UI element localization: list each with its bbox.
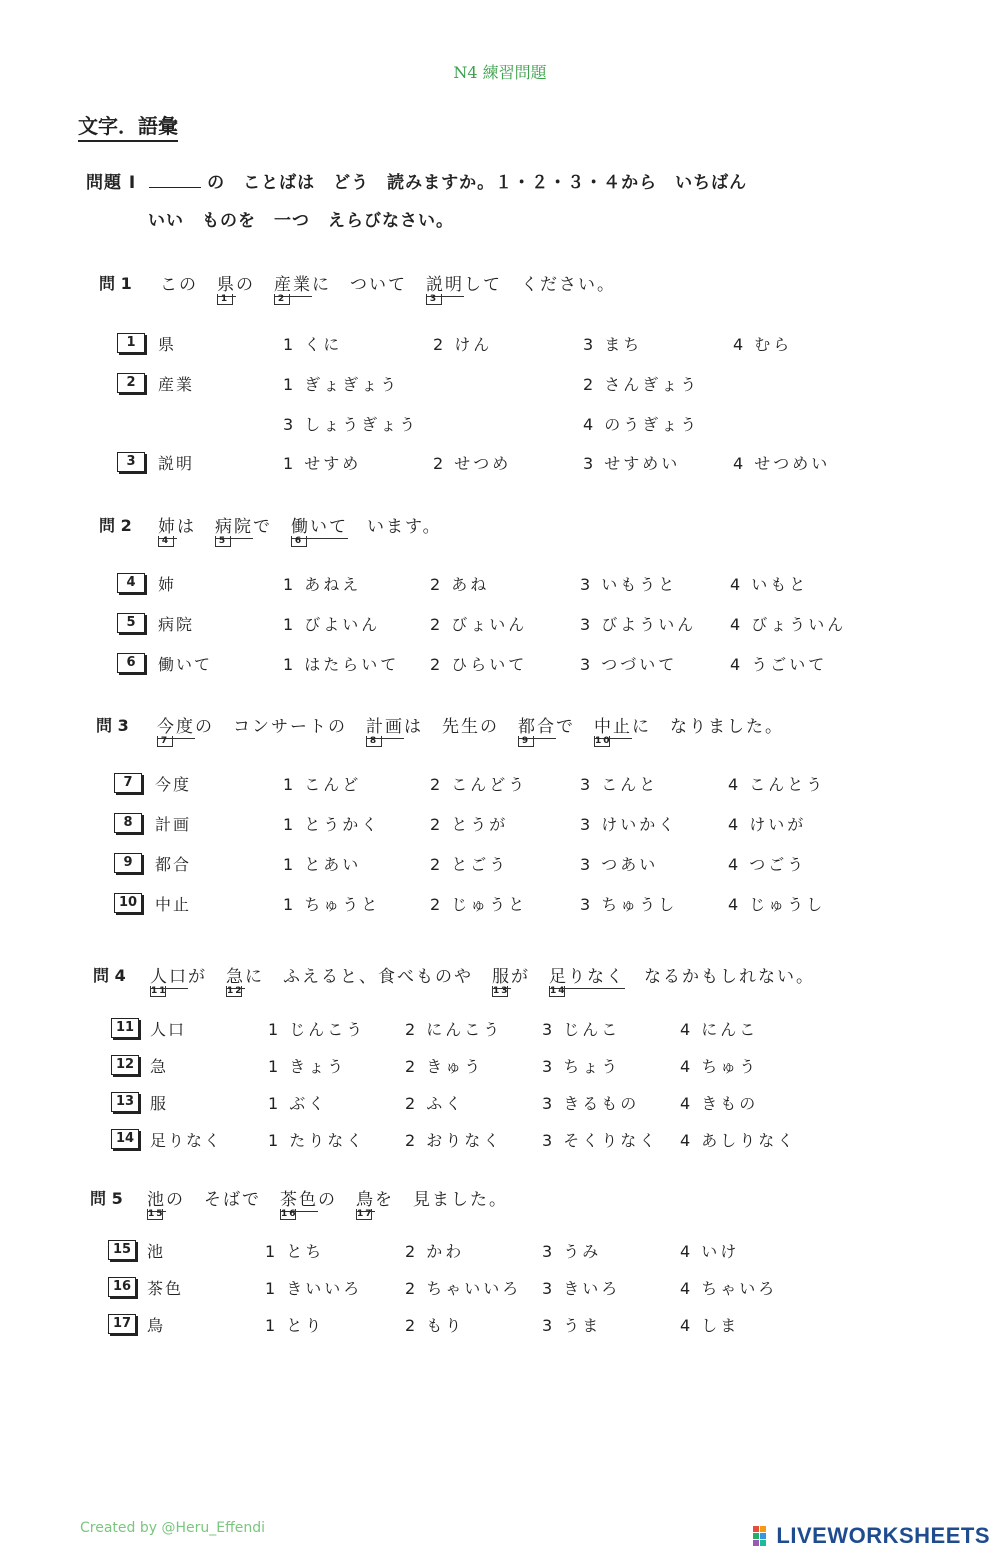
answer-option[interactable]: 4 じゅうし xyxy=(728,895,826,914)
answer-option[interactable]: 4 いけ xyxy=(680,1242,740,1261)
instruction-line-2: いい ものを 一つ えらびなさい。 xyxy=(148,211,454,231)
question-word: 中止 xyxy=(155,895,192,914)
answer-option[interactable]: 2 きゅう xyxy=(405,1057,484,1076)
sentence-text: は xyxy=(177,517,215,537)
answer-option[interactable]: 1 とあい xyxy=(283,855,362,874)
sentence-text: を 見ました。 xyxy=(375,1190,508,1210)
answer-option[interactable]: 1 はたらいて xyxy=(283,655,400,674)
blank-number-marker: 12 xyxy=(227,986,244,996)
question-label: 問 5 xyxy=(90,1189,123,1208)
question-label: 問 3 xyxy=(96,716,129,735)
question-number-box: 8 xyxy=(114,813,142,833)
answer-option[interactable]: 2 とごう xyxy=(430,855,509,874)
question-word: 鳥 xyxy=(147,1316,166,1335)
question-number-box: 13 xyxy=(111,1092,139,1112)
underlined-word xyxy=(226,962,245,996)
answer-option[interactable]: 4 いもと xyxy=(730,575,809,594)
answer-option[interactable]: 2 にんこう xyxy=(405,1020,503,1039)
sentence-text: の コンサートの xyxy=(195,717,366,737)
underlined-word xyxy=(426,270,464,304)
underlined-text: 産業 xyxy=(274,275,312,295)
answer-option[interactable]: 3 いもうと xyxy=(580,575,678,594)
underlined-text: 説明 xyxy=(426,275,464,295)
answer-option[interactable]: 3 つあい xyxy=(580,855,659,874)
question-number-box: 4 xyxy=(117,573,145,593)
underlined-word xyxy=(356,1185,375,1219)
question-word: 今度 xyxy=(155,775,192,794)
answer-option[interactable]: 4 ちゅう xyxy=(680,1057,759,1076)
underlined-text: 足りなく xyxy=(549,967,625,987)
sentence-text: は 先生の xyxy=(404,717,518,737)
sentence-text: なるかもしれない。 xyxy=(625,967,815,987)
answer-option[interactable]: 4 ちゃいろ xyxy=(680,1279,778,1298)
answer-option[interactable]: 1 ぎょぎょう xyxy=(283,375,400,394)
underlined-word xyxy=(215,512,253,546)
question-word: 姉 xyxy=(158,575,177,594)
question-word: 人口 xyxy=(150,1020,187,1039)
question-label: 問 1 xyxy=(99,274,132,293)
underlined-word xyxy=(291,512,348,546)
answer-option[interactable]: 2 びょいん xyxy=(430,615,528,634)
question-word: 服 xyxy=(150,1094,169,1113)
question-number-box: 2 xyxy=(117,373,145,393)
underlined-word xyxy=(217,270,236,304)
underlined-word xyxy=(280,1185,318,1219)
answer-option[interactable]: 3 うま xyxy=(542,1316,602,1335)
underlined-word xyxy=(594,712,632,746)
sentence-text: が xyxy=(188,967,226,987)
answer-option[interactable]: 1 せすめ xyxy=(283,454,362,473)
answer-option[interactable]: 2 こんどう xyxy=(430,775,528,794)
question-label: 問 2 xyxy=(99,516,132,535)
underlined-word xyxy=(157,712,195,746)
sentence-text: で xyxy=(556,717,594,737)
question-word: 産業 xyxy=(158,375,195,394)
blank-number-marker: 4 xyxy=(158,536,174,547)
question-number-box: 7 xyxy=(114,773,142,793)
sentence-text: います。 xyxy=(348,517,442,537)
sentence-text: に ついて xyxy=(312,275,426,295)
sentence-text: して ください。 xyxy=(464,275,616,295)
sentence-text: に ふえると、食べものや xyxy=(245,967,492,987)
answer-option[interactable]: 1 きょう xyxy=(268,1057,347,1076)
underlined-word xyxy=(150,962,188,996)
question-number-box: 11 xyxy=(111,1018,139,1038)
answer-option[interactable]: 4 せつめい xyxy=(733,454,831,473)
sentence-text: が xyxy=(511,967,549,987)
answer-option[interactable]: 1 ちゅうと xyxy=(283,895,381,914)
answer-option[interactable]: 4 けいが xyxy=(728,815,807,834)
underlined-text: 服 xyxy=(492,967,511,987)
answer-option[interactable]: 4 にんこ xyxy=(680,1020,759,1039)
sentence-text: の xyxy=(318,1190,356,1210)
blank-number-marker: 6 xyxy=(291,536,307,547)
answer-option[interactable]: 2 せつめ xyxy=(433,454,512,473)
underlined-text: 茶色 xyxy=(280,1190,318,1210)
question-word: 県 xyxy=(158,335,177,354)
answer-option[interactable]: 4 あしりなく xyxy=(680,1131,797,1150)
answer-option[interactable]: 3 ちょう xyxy=(542,1057,621,1076)
answer-option[interactable]: 4 こんとう xyxy=(728,775,826,794)
question-number-box: 10 xyxy=(114,893,142,913)
question-number-box: 5 xyxy=(117,613,145,633)
answer-option[interactable]: 2 あね xyxy=(430,575,490,594)
underlined-text: 急 xyxy=(226,967,245,987)
sentence-text: に なりました。 xyxy=(632,717,784,737)
question-word: 足りなく xyxy=(150,1131,223,1150)
question-word: 説明 xyxy=(158,454,195,473)
blank-number-marker: 9 xyxy=(518,736,534,747)
underlined-text: 中止 xyxy=(594,717,632,737)
underlined-text: 病院 xyxy=(215,517,253,537)
answer-option[interactable]: 1 あねえ xyxy=(283,575,362,594)
underlined-text: 今度 xyxy=(157,717,195,737)
question-number-box: 1 xyxy=(117,333,145,353)
answer-option[interactable]: 3 うみ xyxy=(542,1242,602,1261)
answer-option[interactable]: 1 びよいん xyxy=(283,615,381,634)
answer-option[interactable]: 2 ひらいて xyxy=(430,655,528,674)
underlined-word xyxy=(549,962,625,996)
answer-option[interactable]: 4 つごう xyxy=(728,855,807,874)
question-number-box: 12 xyxy=(111,1055,139,1075)
blank-number-marker: 15 xyxy=(148,1209,165,1219)
answer-option[interactable]: 1 とり xyxy=(265,1316,325,1335)
question-word: 都合 xyxy=(155,855,192,874)
blank-number-marker: 8 xyxy=(366,736,382,747)
answer-option[interactable]: 4 しま xyxy=(680,1316,740,1335)
blank-number-marker: 1 xyxy=(217,294,233,305)
answer-option[interactable]: 3 まち xyxy=(583,335,643,354)
answer-option[interactable]: 3 せすめい xyxy=(583,454,681,473)
question-word: 病院 xyxy=(158,615,195,634)
underlined-word xyxy=(147,1185,166,1219)
underlined-word xyxy=(274,270,312,304)
answer-option[interactable]: 2 ふく xyxy=(405,1094,465,1113)
question-label: 問 4 xyxy=(93,966,126,985)
brand-logo xyxy=(752,1523,990,1549)
answer-option[interactable]: 3 つづいて xyxy=(580,655,678,674)
answer-option[interactable]: 4 きもの xyxy=(680,1094,759,1113)
question-sentence xyxy=(147,1185,508,1219)
sentence-text: で xyxy=(253,517,291,537)
underlined-word xyxy=(518,712,556,746)
question-sentence xyxy=(157,712,784,746)
answer-option[interactable]: 2 ちゃいいろ xyxy=(405,1279,522,1298)
liveworksheets-logo-icon xyxy=(752,1524,774,1548)
question-number-box: 6 xyxy=(117,653,145,673)
answer-option[interactable]: 1 くに xyxy=(283,335,343,354)
answer-option[interactable]: 4 むら xyxy=(733,335,793,354)
brand-text: LIVEWORKSHEETS xyxy=(776,1523,990,1548)
blank-number-marker: 14 xyxy=(550,986,567,996)
sentence-text: の そばで xyxy=(166,1190,280,1210)
instruction-label: 問題 I xyxy=(86,173,137,193)
answer-option[interactable]: 2 かわ xyxy=(405,1242,465,1261)
underlined-text: 人口 xyxy=(150,967,188,987)
answer-option[interactable]: 1 こんど xyxy=(283,775,362,794)
instruction-blank xyxy=(149,173,201,188)
answer-option[interactable]: 1 とち xyxy=(265,1242,325,1261)
blank-number-marker: 11 xyxy=(151,986,168,996)
answer-option[interactable]: 3 そくりなく xyxy=(542,1131,659,1150)
answer-option[interactable]: 3 けいかく xyxy=(580,815,678,834)
footer-credit: Created by @Heru_Effendi xyxy=(80,1520,266,1536)
blank-number-marker: 16 xyxy=(281,1209,298,1219)
answer-option[interactable]: 3 びよういん xyxy=(580,615,697,634)
underlined-text: 鳥 xyxy=(356,1190,375,1210)
answer-option[interactable]: 3 じんこ xyxy=(542,1020,621,1039)
blank-number-marker: 5 xyxy=(215,536,231,547)
underlined-text: 池 xyxy=(147,1190,166,1210)
underlined-word xyxy=(158,512,177,546)
answer-option[interactable]: 2 さんぎょう xyxy=(583,375,700,394)
blank-number-marker: 7 xyxy=(157,736,173,747)
question-sentence xyxy=(160,270,616,304)
answer-option[interactable]: 2 おりなく xyxy=(405,1131,503,1150)
question-word: 池 xyxy=(147,1242,166,1261)
answer-option[interactable]: 1 とうかく xyxy=(283,815,381,834)
answer-option[interactable]: 4 うごいて xyxy=(730,655,828,674)
blank-number-marker: 2 xyxy=(274,294,290,305)
underlined-text: 県 xyxy=(217,275,236,295)
question-number-box: 3 xyxy=(117,452,145,472)
blank-number-marker: 10 xyxy=(595,736,612,746)
section-title: 文字．語彙 xyxy=(78,110,178,142)
answer-option[interactable]: 1 ぶく xyxy=(268,1094,328,1113)
question-number-box: 15 xyxy=(108,1240,136,1260)
question-number-box: 9 xyxy=(114,853,142,873)
answer-option[interactable]: 2 とうが xyxy=(430,815,509,834)
question-word: 計画 xyxy=(155,815,192,834)
answer-option[interactable]: 1 じんこう xyxy=(268,1020,366,1039)
blank-number-marker: 17 xyxy=(357,1209,374,1219)
answer-option[interactable]: 2 もり xyxy=(405,1316,465,1335)
question-number-box: 14 xyxy=(111,1129,139,1149)
underlined-text: 都合 xyxy=(518,717,556,737)
answer-option[interactable]: 3 しょうぎょう xyxy=(283,415,419,434)
answer-option[interactable]: 4 びょういん xyxy=(730,615,847,634)
answer-option[interactable]: 3 ちゅうし xyxy=(580,895,678,914)
answer-option[interactable]: 1 たりなく xyxy=(268,1131,366,1150)
sentence-text: この xyxy=(160,275,217,295)
instruction-text-1: の ことばは どう 読みますか。１・２・３・４から いちばん xyxy=(207,173,748,193)
answer-option[interactable]: 2 けん xyxy=(433,335,493,354)
question-word: 急 xyxy=(150,1057,169,1076)
page-header-title: N4 練習問題 xyxy=(453,63,547,82)
question-number-box: 16 xyxy=(108,1277,136,1297)
underlined-text: 姉 xyxy=(158,517,177,537)
question-word: 茶色 xyxy=(147,1279,184,1298)
blank-number-marker: 3 xyxy=(426,294,442,305)
answer-option[interactable]: 2 じゅうと xyxy=(430,895,528,914)
question-sentence xyxy=(158,512,442,546)
underlined-word xyxy=(492,962,511,996)
blank-number-marker: 13 xyxy=(493,986,510,996)
question-sentence xyxy=(150,962,815,996)
answer-option[interactable]: 3 こんと xyxy=(580,775,659,794)
sentence-text: の xyxy=(236,275,274,295)
question-word: 働いて xyxy=(158,655,213,674)
answer-option[interactable]: 1 きいいろ xyxy=(265,1279,363,1298)
answer-option[interactable]: 4 のうぎょう xyxy=(583,415,700,434)
answer-option[interactable]: 3 きるもの xyxy=(542,1094,640,1113)
underlined-word xyxy=(366,712,404,746)
question-number-box: 17 xyxy=(108,1314,136,1334)
answer-option[interactable]: 3 きいろ xyxy=(542,1279,621,1298)
instruction-line-1 xyxy=(86,168,747,193)
underlined-text: 働いて xyxy=(291,517,348,537)
underlined-text: 計画 xyxy=(366,717,404,737)
